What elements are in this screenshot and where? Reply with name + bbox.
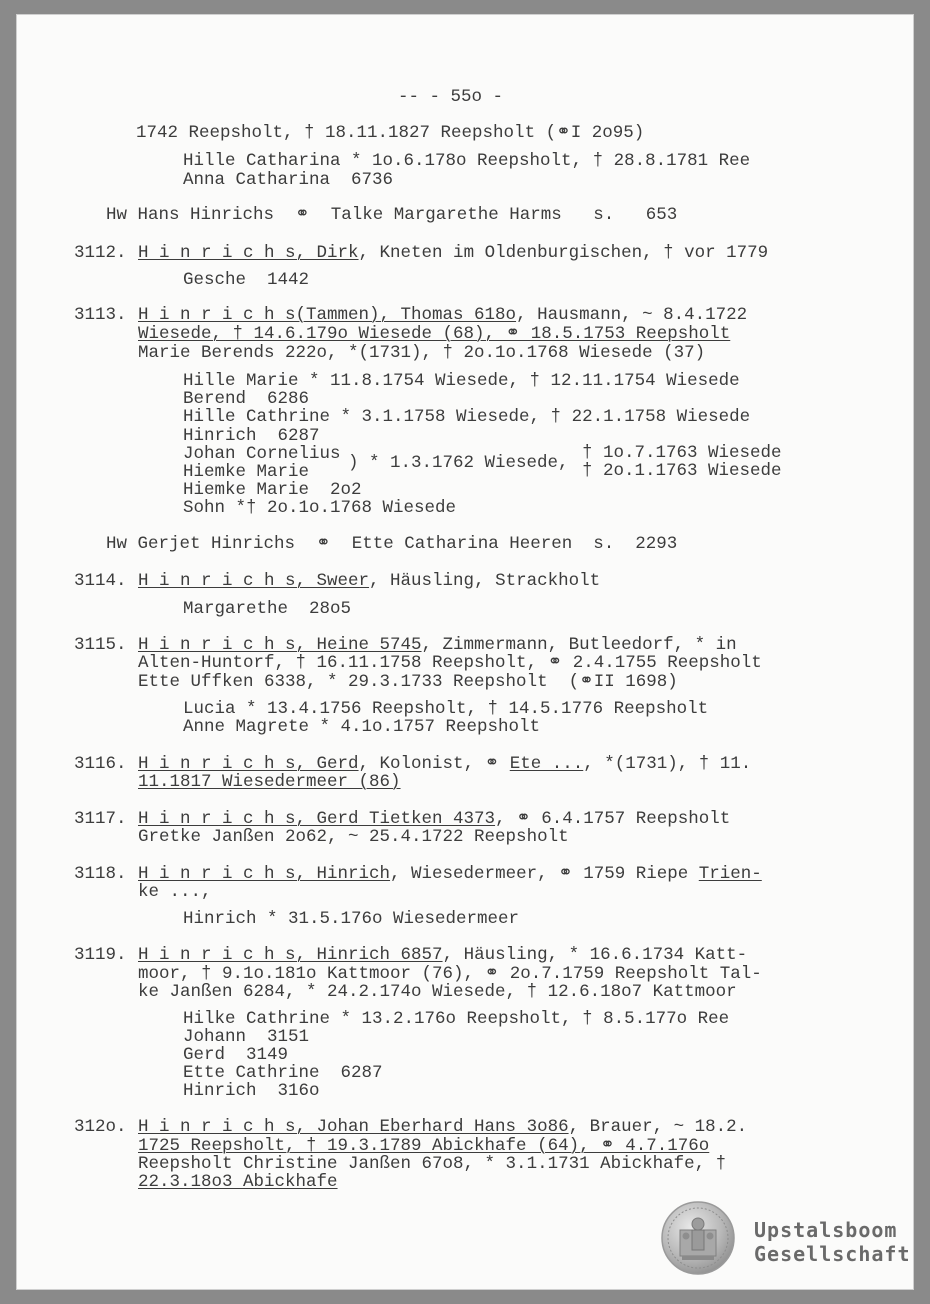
text-line: Ette Uffken 6338, * 29.3.1733 Reepsholt (⚭II 1698) bbox=[138, 672, 678, 692]
entry-number: 3118. bbox=[74, 864, 127, 884]
entry-3118 bbox=[74, 865, 762, 883]
text-line: Hinrich 6287 bbox=[183, 426, 320, 446]
entry-3116 bbox=[74, 755, 751, 773]
text-line: ke ..., bbox=[138, 882, 212, 902]
entry-name: H i n r i c h s(Tammen), Thomas 618o bbox=[138, 305, 517, 325]
entry-spouse: Trien- bbox=[698, 864, 762, 884]
entry-detail: , ⚭ 6.4.1757 Reepsholt bbox=[495, 809, 731, 829]
entry-name: H i n r i c h s, Hinrich bbox=[138, 864, 391, 884]
entry-number: 3119. bbox=[74, 945, 127, 965]
entry-detail: , Hausmann, ~ 8.4.1722 bbox=[516, 305, 748, 325]
text-line: Hille Catharina * 1o.6.178o Reepsholt, † 28.8.1781 Ree bbox=[183, 151, 751, 171]
text-line: Hilke Cathrine * 13.2.176o Reepsholt, † 8.5.177o Ree bbox=[183, 1009, 730, 1029]
text-line: Margarethe 28o5 bbox=[183, 599, 352, 619]
entry-number: 3114. bbox=[74, 571, 127, 591]
text-line: Hille Cathrine * 3.1.1758 Wiesede, † 22.1.1758 Wiesede bbox=[183, 407, 751, 427]
entry-detail: , Wiesedermeer, ⚭ 1759 Riepe bbox=[390, 864, 699, 884]
entry-name: H i n r i c h s, Heine 5745 bbox=[138, 635, 422, 655]
entry-spouse: Ete ... bbox=[509, 754, 584, 774]
text-line: 1742 Reepsholt, † 18.11.1827 Reepsholt (⚭I 2o95) bbox=[136, 123, 645, 143]
text-line: Hille Marie * 11.8.1754 Wiesede, † 12.11.1754 Wiesede bbox=[183, 371, 740, 391]
entry-3119 bbox=[74, 946, 747, 964]
entry-detail: , Häusling, * 16.6.1734 Katt- bbox=[442, 945, 748, 965]
entry-name: H i n r i c h s, Sweer bbox=[138, 571, 370, 591]
text-line: Anne Magrete * 4.1o.1757 Reepsholt bbox=[183, 717, 541, 737]
logo-text-line2: Gesellschaft bbox=[754, 1242, 911, 1266]
logo-text-line1: Upstalsboom bbox=[754, 1218, 898, 1242]
entry-name: H i n r i c h s, Gerd Tietken 4373 bbox=[138, 809, 496, 829]
text-line: moor, † 9.1o.181o Kattmoor (76), ⚭ 2o.7.1759 Reepsholt Tal- bbox=[138, 964, 762, 984]
text-line: Lucia * 13.4.1756 Reepsholt, † 14.5.1776 Reepsholt bbox=[183, 699, 709, 719]
entry-detail: , Zimmermann, Butleedorf, * in bbox=[421, 635, 737, 655]
text-line: Gesche 1442 bbox=[183, 270, 310, 290]
entry-number: 3116. bbox=[74, 754, 127, 774]
text-line: Berend 6286 bbox=[183, 389, 310, 409]
entry-3117 bbox=[74, 810, 730, 828]
text-line: ) * 1.3.1762 Wiesede, bbox=[348, 453, 569, 473]
entry-detail: , Kolonist, ⚭ bbox=[358, 754, 510, 774]
entry-3115 bbox=[74, 636, 737, 654]
text-line: Hinrich 316o bbox=[183, 1081, 320, 1101]
text-line: Johann 3151 bbox=[183, 1027, 310, 1047]
entry-name: H i n r i c h s, Dirk bbox=[138, 243, 359, 263]
text-line: Hiemke Marie 2o2 bbox=[183, 480, 362, 500]
entry-number: 3117. bbox=[74, 809, 127, 829]
upstalsboom-seal-icon bbox=[660, 1200, 736, 1276]
text-line: Hw Hans Hinrichs ⚭ Talke Margarethe Harms s. 653 bbox=[106, 205, 678, 225]
page-number: -- - 55o - bbox=[398, 87, 504, 107]
entry-number: 312o. bbox=[74, 1117, 127, 1137]
text-line: Johan Cornelius bbox=[183, 444, 341, 464]
document-page bbox=[16, 14, 914, 1290]
text-line: Hiemke Marie bbox=[183, 462, 310, 482]
text-line: 22.3.18o3 Abickhafe bbox=[138, 1172, 338, 1192]
text-line: † 2o.1.1763 Wiesede bbox=[582, 461, 782, 481]
text-line: Sohn *† 2o.1o.1768 Wiesede bbox=[183, 498, 457, 518]
text-line: 11.1817 Wiesedermeer (86) bbox=[138, 772, 401, 792]
entry-number: 3115. bbox=[74, 635, 127, 655]
entry-detail: , Kneten im Oldenburgischen, † vor 1779 bbox=[358, 243, 769, 263]
entry-3120 bbox=[74, 1118, 747, 1136]
entry-number: 3112. bbox=[74, 243, 127, 263]
text-line: Hw Gerjet Hinrichs ⚭ Ette Catharina Heeren s. 2293 bbox=[106, 534, 678, 554]
text-line: Hinrich * 31.5.176o Wiesedermeer bbox=[183, 909, 520, 929]
entry-detail: , *(1731), † 11. bbox=[583, 754, 752, 774]
typewritten-text bbox=[16, 14, 914, 1290]
entry-3112 bbox=[74, 244, 768, 262]
entry-3113 bbox=[74, 306, 747, 324]
text-line: ke Janßen 6284, * 24.2.174o Wiesede, † 12.6.18o7 Kattmoor bbox=[138, 982, 737, 1002]
text-line: Marie Berends 222o, *(1731), † 2o.1o.1768 Wiesede (37) bbox=[138, 343, 706, 363]
entry-number: 3113. bbox=[74, 305, 127, 325]
entry-name: H i n r i c h s, Johan Eberhard Hans 3o86 bbox=[138, 1117, 569, 1137]
text-line: Reepsholt Christine Janßen 67o8, * 3.1.1731 Abickhafe, † bbox=[138, 1154, 727, 1174]
entry-name: H i n r i c h s, Hinrich 6857 bbox=[138, 945, 443, 965]
text-line: † 1o.7.1763 Wiesede bbox=[582, 443, 782, 463]
text-line: Gretke Janßen 2o62, ~ 25.4.1722 Reepsholt bbox=[138, 827, 569, 847]
entry-3114 bbox=[74, 572, 600, 590]
entry-detail: , Brauer, ~ 18.2. bbox=[568, 1117, 748, 1137]
entry-name: H i n r i c h s, Gerd bbox=[138, 754, 359, 774]
entry-detail: , Häusling, Strackholt bbox=[369, 571, 601, 591]
text-line: Alten-Huntorf, † 16.11.1758 Reepsholt, ⚭ 2.4.1755 Reepsholt bbox=[138, 653, 762, 673]
text-line: Wiesede, † 14.6.179o Wiesede (68), ⚭ 18.5.1753 Reepsholt bbox=[138, 324, 731, 344]
text-line: 1725 Reepsholt, † 19.3.1789 Abickhafe (64), ⚭ 4.7.176o bbox=[138, 1136, 710, 1156]
text-line: Gerd 3149 bbox=[183, 1045, 289, 1065]
text-line: Anna Catharina 6736 bbox=[183, 170, 394, 190]
text-line: Ette Cathrine 6287 bbox=[183, 1063, 383, 1083]
